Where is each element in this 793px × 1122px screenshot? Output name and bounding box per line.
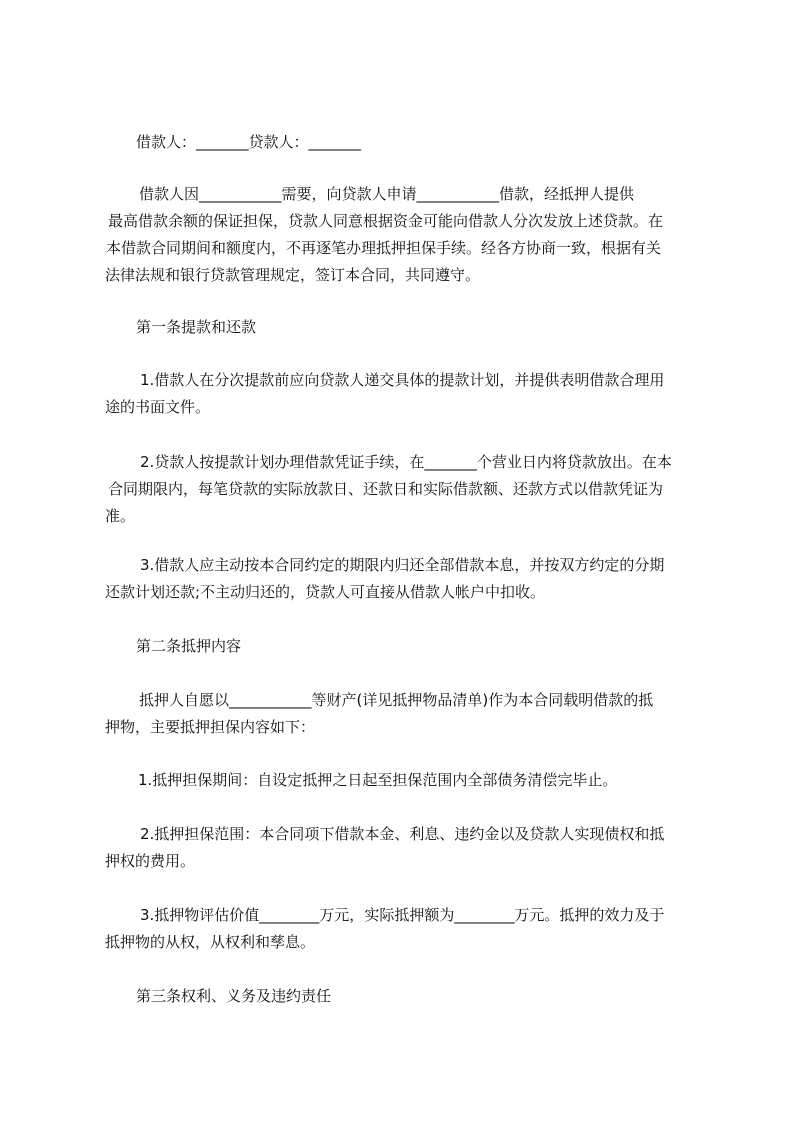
paragraph-line: 抵押人自愿以___________等财产(详见抵押物品清单)作为本合同载明借款的抵 bbox=[139, 691, 654, 709]
article-1-title: 第一条提款和还款 bbox=[136, 318, 257, 336]
article-3-title: 第三条权利、义务及违约责任 bbox=[136, 987, 332, 1005]
article-2-title: 第二条抵押内容 bbox=[136, 637, 242, 655]
paragraph-line: 途的书面文件。 bbox=[105, 398, 211, 416]
preamble-line: 借款人因___________需要，向贷款人申请___________借款，经抵押人提供 bbox=[139, 185, 635, 203]
parties-line: 借款人：_______贷款人：_______ bbox=[136, 133, 362, 151]
paragraph-line: 抵押物的从权，从权利和孳息。 bbox=[105, 933, 316, 951]
paragraph-line: 押权的费用。 bbox=[105, 852, 196, 870]
paragraph-line: 3.借款人应主动按本合同约定的期限内归还全部借款本息，并按双方约定的分期 bbox=[140, 556, 665, 574]
paragraph-line: 2.抵押担保范围：本合同项下借款本金、利息、违约金以及贷款人实现债权和抵 bbox=[140, 825, 665, 843]
paragraph-line: 还款计划还款;不主动归还的，贷款人可直接从借款人帐户中扣收。 bbox=[105, 583, 546, 601]
paragraph-line: 3.抵押物评估价值________万元，实际抵押额为________万元。抵押的效力及于 bbox=[140, 906, 665, 924]
paragraph-line: 1.借款人在分次提款前应向贷款人递交具体的提款计划，并提供表明借款合理用 bbox=[140, 371, 665, 389]
paragraph-line: 准。 bbox=[105, 507, 136, 525]
preamble-line: 本借款合同期间和额度内，不再逐笔办理抵押担保手续。经各方协商一致，根据有关 bbox=[106, 239, 662, 257]
paragraph-line: 1.抵押担保期间：自设定抵押之日起至担保范围内全部债务清偿完毕止。 bbox=[138, 771, 618, 789]
paragraph-line: 合同期限内，每笔贷款的实际放款日、还款日和实际借款额、还款方式以借款凭证为 bbox=[108, 480, 664, 498]
paragraph-line: 2.贷款人按提款计划办理借款凭证手续，在_______个营业日内将贷款放出。在本 bbox=[140, 453, 672, 471]
paragraph-line: 押物，主要抵押担保内容如下： bbox=[105, 718, 316, 736]
preamble-line: 最高借款余额的保证担保，贷款人同意根据资金可能向借款人分次发放上述贷款。在 bbox=[108, 212, 664, 230]
preamble-line: 法律法规和银行贷款管理规定，签订本合同，共同遵守。 bbox=[105, 266, 481, 284]
